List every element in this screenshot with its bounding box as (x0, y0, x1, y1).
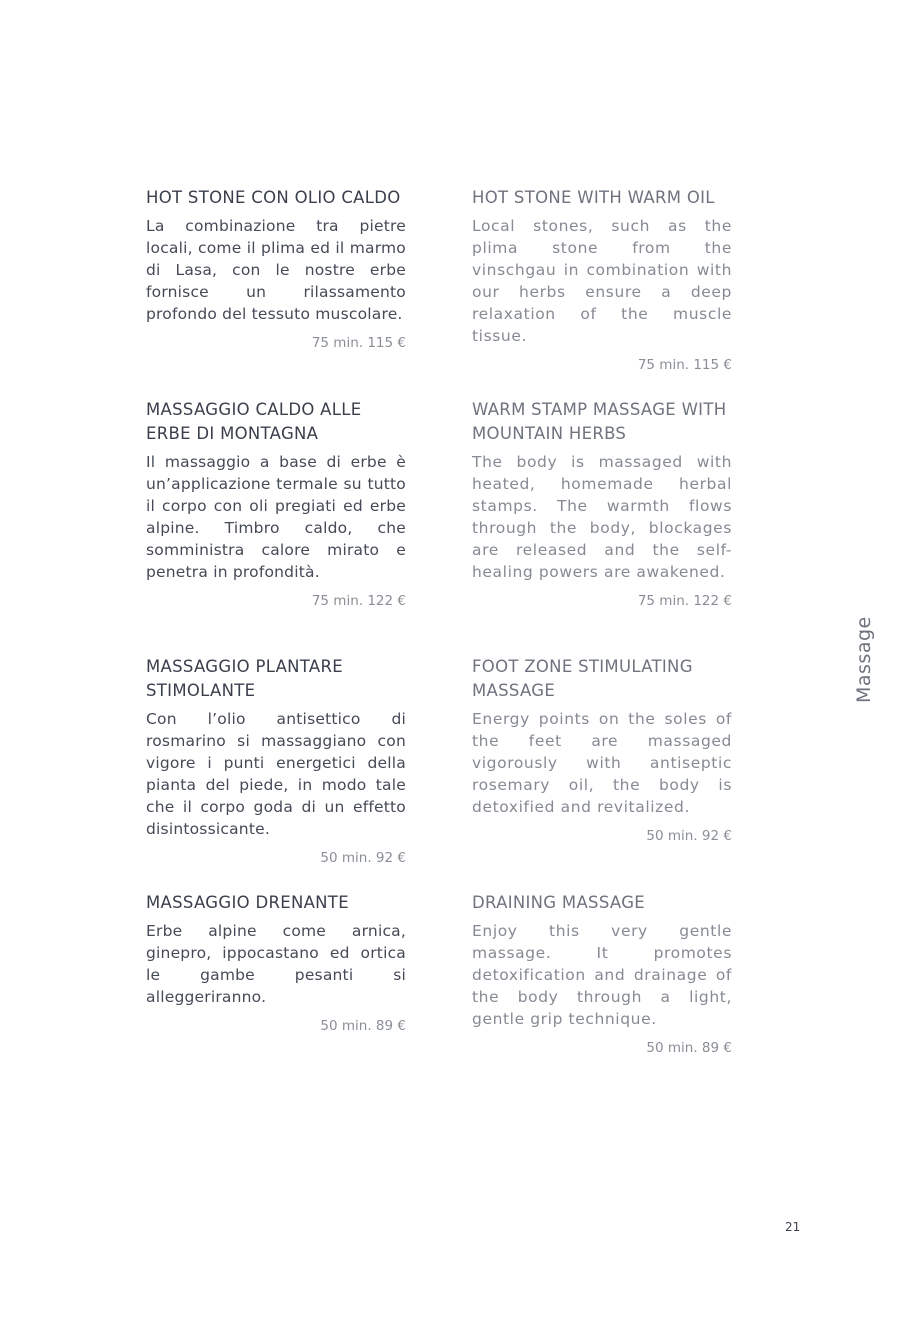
treatment-description: Il massaggio a base di erbe è un’applicazione termale su tutto il corpo con oli pregiati ed erbe alpine. Timbro caldo, che somministra calore mirato e penetra in profondità. (146, 453, 406, 581)
treatment-draining-en (472, 891, 732, 1057)
section-side-label: Massage (853, 616, 875, 703)
treatment-price: 50 min. 89 € (320, 1018, 406, 1034)
treatment-title: FOOT ZONE STIMULATING MASSAGE (472, 657, 693, 700)
treatment-foot-zone-en (472, 655, 732, 845)
treatment-description: The body is massaged with heated, homemade herbal stamps. The warmth flows through the body, blockages are released and the self-healing powers are awakened. (472, 453, 732, 581)
treatment-description: Local stones, such as the plima stone from the vinschgau in combination with our herbs ensure a deep relaxation of the muscle tissue. (472, 217, 732, 345)
treatment-draining-it (146, 891, 406, 1035)
page-number: 21 (785, 1220, 801, 1234)
treatment-hot-stone-it (146, 186, 406, 352)
treatment-price: 75 min. 122 € (637, 593, 732, 609)
treatment-price: 50 min. 92 € (646, 828, 732, 844)
treatment-description: Erbe alpine come arnica, ginepro, ippocastano ed ortica le gambe pesanti si alleggeriranno. (146, 922, 406, 1006)
treatment-warm-stamp-en (472, 398, 732, 610)
treatment-title: MASSAGGIO DRENANTE (146, 893, 349, 912)
treatment-description: Energy points on the soles of the feet are massaged vigorously with antiseptic rosemary oil, the body is detoxified and revitalized. (472, 710, 732, 816)
treatment-description: La combinazione tra pietre locali, come il plima ed il marmo di Lasa, con le nostre erbe fornisce un rilassamento profondo del tessuto muscolare. (146, 217, 406, 323)
treatment-description: Con l’olio antisettico di rosmarino si massaggiano con vigore i punti energetici della pianta del piede, in modo tale che il corpo goda di un effetto disintossicante. (146, 710, 406, 838)
treatment-title: WARM STAMP MASSAGE WITH MOUNTAIN HERBS (472, 400, 727, 443)
treatment-warm-stamp-it (146, 398, 406, 610)
treatment-price: 75 min. 122 € (311, 593, 406, 609)
treatment-title: DRAINING MASSAGE (472, 893, 646, 912)
treatment-price: 75 min. 115 € (311, 335, 406, 351)
treatment-title: HOT STONE CON OLIO CALDO (146, 188, 401, 207)
treatment-title: HOT STONE WITH WARM OIL (472, 188, 715, 207)
treatment-title: MASSAGGIO CALDO ALLE ERBE DI MONTAGNA (146, 400, 362, 443)
treatment-price: 50 min. 89 € (646, 1040, 732, 1056)
treatment-price: 50 min. 92 € (320, 850, 406, 866)
treatment-price: 75 min. 115 € (637, 357, 732, 373)
treatment-description: Enjoy this very gentle massage. It promotes detoxification and drainage of the body through a light, gentle grip technique. (472, 922, 732, 1028)
treatment-title: MASSAGGIO PLANTARE STIMOLANTE (146, 657, 343, 700)
treatment-foot-zone-it (146, 655, 406, 867)
treatment-hot-stone-en (472, 186, 732, 374)
